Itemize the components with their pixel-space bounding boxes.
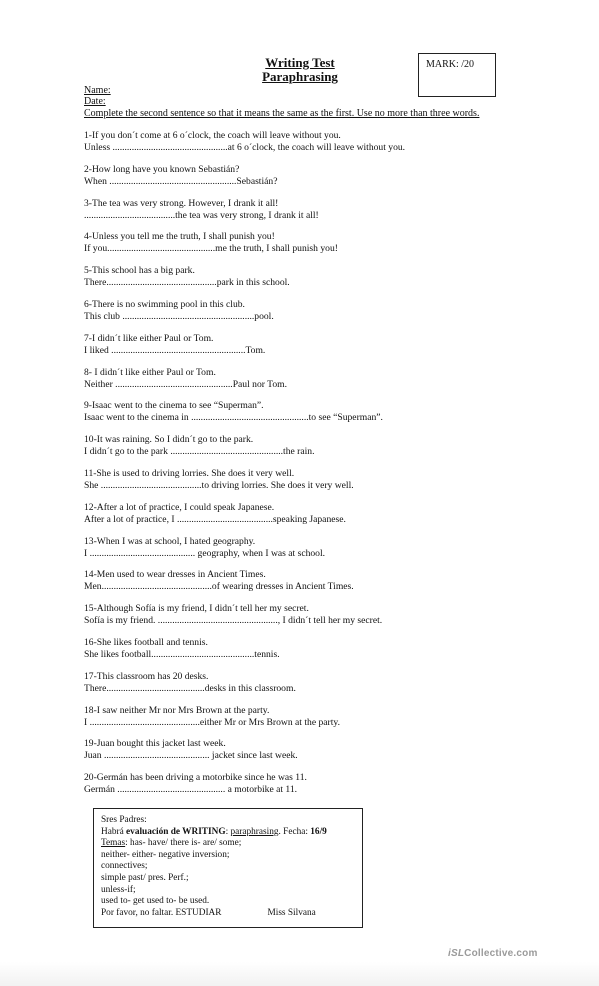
exercise-answer-line: I ............................................ geography, when I was at school. — [84, 547, 326, 559]
exercise-answer-line: When .....................................................Sebastián? — [84, 175, 278, 187]
exercise-question: 9-Isaac went to the cinema to see “Superman”. — [84, 400, 264, 412]
exercise-answer-line: There.........................................desks in this classroom. — [84, 682, 296, 694]
exercise-question: 19-Juan bought this jacket last week. — [84, 738, 226, 750]
exercise-question: 8- I didn´t like either Paul or Tom. — [84, 366, 216, 378]
exercise-item — [84, 536, 544, 570]
date-field-label: Date: — [84, 96, 106, 107]
note-topic: used to- get used to- be used. — [101, 896, 210, 907]
exercise-item — [84, 772, 544, 806]
exercise-answer-line: Men..............................................of wearing dresses in Ancient Times. — [84, 581, 354, 593]
exercise-question: 5-This school has a big park. — [84, 265, 195, 277]
exercise-item — [84, 333, 544, 367]
exercise-question: 14-Men used to wear dresses in Ancient Times. — [84, 569, 266, 581]
exercise-item — [84, 434, 544, 468]
exercise-answer-line: ......................................the tea was very strong, I drank it all! — [84, 209, 319, 221]
exercise-question: 3-The tea was very strong. However, I drank it all! — [84, 197, 279, 209]
exercise-question: 20-Germán has been driving a motorbike since he was 11. — [84, 772, 307, 784]
exercise-question: 11-She is used to driving lorries. She does it very well. — [84, 467, 295, 479]
exercise-question: 1-If you don´t come at 6 o´clock, the coach will leave without you. — [84, 130, 341, 141]
exercise-answer-line: I ..............................................either Mr or Mrs Brown at the party. — [84, 716, 340, 728]
exercise-item — [84, 603, 544, 637]
exercise-item — [84, 299, 544, 333]
exercise-answer-line: Sofía is my friend. .................................................., I didn´t tell her my secret. — [84, 615, 383, 627]
exercise-answer-line: She ..........................................to driving lorries. She does it very well. — [84, 479, 354, 491]
note-topic: simple past/ pres. Perf.; — [101, 872, 189, 883]
exercise-question: 6-There is no swimming pool in this club. — [84, 298, 245, 310]
exercise-item — [84, 468, 544, 502]
exercise-answer-line: I didn´t go to the park ...............................................the rain. — [84, 446, 315, 458]
exercise-answer-line: Juan ............................................ jacket since last week. — [84, 750, 298, 762]
exercise-item — [84, 164, 544, 198]
exercise-item — [84, 198, 544, 232]
bottom-strip — [0, 962, 599, 986]
exercise-question: 4-Unless you tell me the truth, I shall punish you! — [84, 231, 275, 243]
exercise-question: 13-When I was at school, I hated geography. — [84, 535, 256, 547]
exercise-question: 18-I saw neither Mr nor Mrs Brown at the party. — [84, 704, 270, 716]
exercise-item — [84, 400, 544, 434]
note-exam-line: Habrá evaluación de WRITING: paraphrasing. Fecha: 16/9 — [101, 826, 327, 837]
mark-box: MARK: /20 — [418, 53, 496, 97]
exercise-answer-line: This club .......................................................pool. — [84, 310, 274, 322]
instructions: Complete the second sentence so that it means the same as the first. Use no more than three words. — [84, 108, 480, 119]
exercise-item — [84, 265, 544, 299]
exercise-question: 17-This classroom has 20 desks. — [84, 670, 209, 682]
exercise-answer-line: I liked ........................................................Tom. — [84, 344, 266, 356]
exercise-question: 12-After a lot of practice, I could speak Japanese. — [84, 501, 275, 513]
exercise-answer-line: She likes football...........................................tennis. — [84, 648, 280, 660]
parents-note-box — [93, 808, 363, 928]
exercise-item — [84, 130, 544, 164]
name-field-label: Name: — [84, 85, 111, 96]
exercise-question: 7-I didn´t like either Paul or Tom. — [84, 332, 214, 344]
exercise-list — [84, 130, 544, 806]
page-subtitle: Paraphrasing — [262, 69, 338, 84]
exercise-item — [84, 671, 544, 705]
exercise-item — [84, 502, 544, 536]
note-topic: neither- either- negative inversion; — [101, 849, 230, 860]
note-topic: unless-if; — [101, 884, 136, 895]
exercise-question: 2-How long have you known Sebastián? — [84, 163, 240, 175]
exercise-item — [84, 231, 544, 265]
exercise-item — [84, 367, 544, 401]
exercise-answer-line: There..............................................park in this school. — [84, 277, 290, 289]
exercise-answer-line: Germán ............................................. a motorbike at 11. — [84, 784, 298, 796]
exercise-item — [84, 705, 544, 739]
note-signature: Miss Silvana — [267, 907, 316, 918]
note-greeting: Sres Padres: — [101, 815, 147, 825]
exercise-answer-line: Isaac went to the cinema in .................................................to see “Superman”. — [84, 412, 383, 424]
exercise-answer-line: Unless ................................................at 6 o´clock, the coach will leave without you. — [84, 142, 406, 153]
exercise-question: 16-She likes football and tennis. — [84, 636, 208, 648]
note-topic: connectives; — [101, 861, 148, 872]
exercise-item — [84, 637, 544, 671]
note-topics-line: Temas: has- have/ there is- are/ some; — [101, 838, 242, 849]
page-title: Writing Test — [265, 55, 335, 70]
site-watermark: iSLCollective.com — [448, 948, 538, 959]
exercise-answer-line: If you.............................................me the truth, I shall punish you! — [84, 243, 338, 255]
exercise-item — [84, 569, 544, 603]
exercise-answer-line: After a lot of practice, I ........................................speaking Japanese. — [84, 513, 346, 525]
exercise-question: 15-Although Sofía is my friend, I didn´t tell her my secret. — [84, 603, 309, 615]
exercise-item — [84, 738, 544, 772]
note-closing-line: Por favor, no faltar. ESTUDIAR Miss Silvana — [101, 907, 316, 918]
exercise-answer-line: Neither .................................................Paul nor Tom. — [84, 378, 288, 390]
exercise-question: 10-It was raining. So I didn´t go to the park. — [84, 434, 254, 446]
